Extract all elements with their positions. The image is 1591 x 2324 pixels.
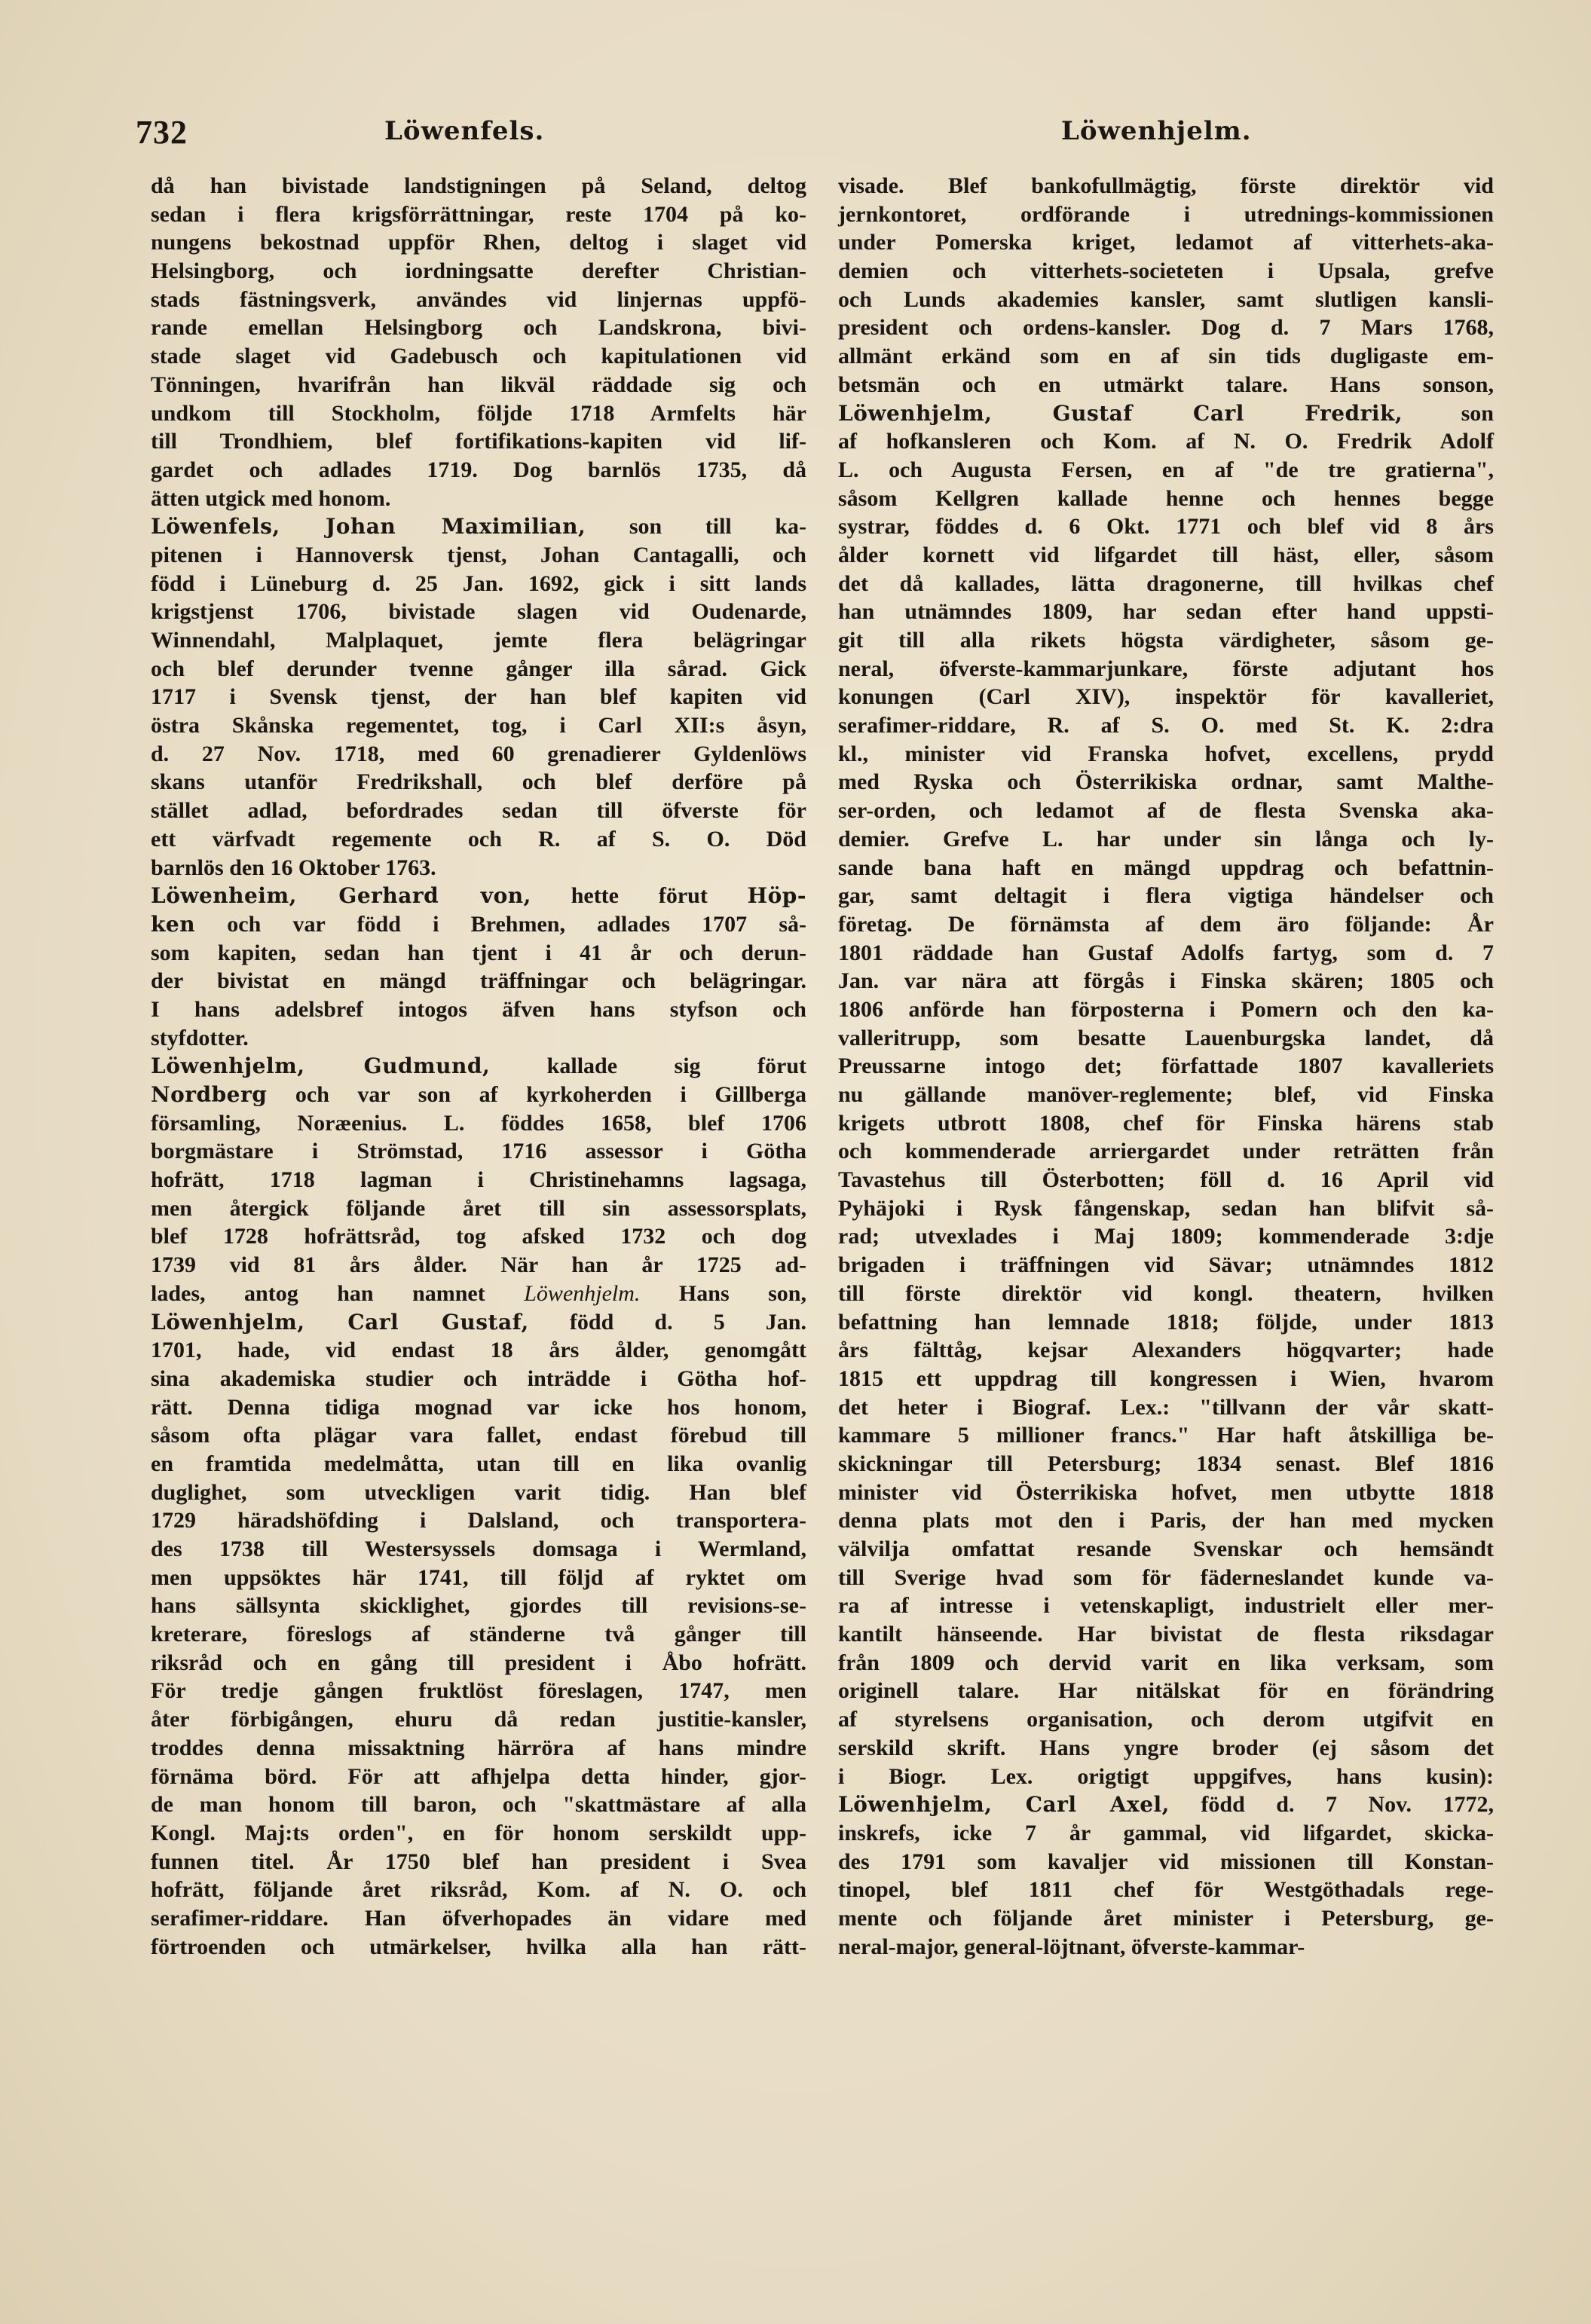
text-run: Tavastehus till Österbotten; föll d. 16 April vid: [838, 1167, 1494, 1193]
headword: Nordberg: [151, 1082, 268, 1107]
text-line: [151, 1876, 806, 1904]
text-run: pitenen i Hannoversk tjenst, Johan Cantagalli, och: [151, 542, 806, 567]
text-run: son: [1403, 400, 1494, 426]
text-line: [838, 1336, 1494, 1365]
italic-text: Löwenhjelm.: [524, 1280, 641, 1306]
text-line: [838, 1280, 1494, 1308]
text-line: [151, 1194, 806, 1223]
text-run: barnlös den 16 Oktober 1763.: [151, 855, 436, 880]
text-run: inskrefs, icke 7 år gammal, vid lifgardet, skicka-: [838, 1820, 1494, 1845]
text-run: serafimer-riddare, R. af S. O. med St. K. 2:dra: [838, 713, 1494, 738]
text-line: [838, 371, 1494, 399]
text-run: 1717 i Svensk tjenst, der han blef kapiten vid: [151, 684, 806, 710]
text-run: skickningar till Petersburg; 1834 senast. Blef 1816: [838, 1451, 1494, 1476]
text-run: betsmän och en utmärkt talare. Hans sonson,: [838, 372, 1494, 397]
text-run: denna plats mot den i Paris, der han med mycken: [838, 1508, 1494, 1534]
text-run: till förste direktör vid kongl. theatern, hvilken: [838, 1280, 1494, 1306]
text-line: [151, 570, 806, 598]
headword: Löwenhjelm, Gustaf Carl Fredrik,: [838, 400, 1403, 426]
text-run: Kongl. Maj:ts orden", en för honom serskildt upp-: [151, 1820, 806, 1845]
text-line: [151, 200, 806, 229]
text-line: [838, 1876, 1494, 1904]
text-run: ätten utgick med honom.: [151, 485, 391, 511]
text-run: välvilja omfattat resande Svenskar och hemsändt: [838, 1537, 1494, 1561]
text-run: stade slaget vid Gadebusch och kapitulationen vid: [151, 344, 806, 369]
text-line: [838, 1734, 1494, 1763]
text-line: [838, 1194, 1494, 1223]
text-run: demien och vitterhets-societeten i Upsala, grefve: [838, 258, 1494, 284]
text-run: det heter i Biograf. Lex.: "tillvann der vår skatt-: [838, 1394, 1494, 1420]
text-run: Hans son,: [640, 1280, 806, 1306]
text-run: allmänt erkänd som en af sin tids dugligaste em-: [838, 344, 1494, 369]
text-run: i Biogr. Lex. origtigt uppgifves, hans kusin):: [838, 1763, 1494, 1789]
text-line: [838, 1393, 1494, 1422]
text-run: från 1809 och dervid varit en lika verksam, som: [838, 1650, 1494, 1675]
text-line: [838, 740, 1494, 769]
text-run: riksråd och en gång till president i Åbo hofrätt.: [151, 1650, 806, 1675]
text-line: [151, 1024, 806, 1053]
text-line: [838, 598, 1494, 626]
text-line: [151, 939, 806, 968]
text-run: des 1738 till Westersyssels domsaga i Wermland,: [151, 1537, 806, 1561]
text-line: [151, 1819, 806, 1848]
text-line: [151, 1506, 806, 1535]
text-run: med Ryska och Österrikiska ordnar, samt Malthe-: [838, 769, 1494, 795]
text-run: systrar, föddes d. 6 Okt. 1771 och blef vid 8 års: [838, 514, 1494, 540]
text-line: [151, 626, 806, 655]
text-line: [151, 995, 806, 1024]
text-run: hette förut: [531, 883, 748, 909]
text-line: [151, 655, 806, 683]
text-run: sedan i flera krigsförrättningar, reste 1704 på ko-: [151, 201, 806, 227]
headword: Löwenfels, Johan Maximilian,: [151, 514, 586, 540]
text-line: [151, 456, 806, 485]
text-line: [151, 768, 806, 797]
text-run: då han bivistade landstigningen på Seland, deltog: [151, 173, 806, 198]
text-line: [151, 1705, 806, 1734]
text-run: mente och följande året minister i Petersburg, ge-: [838, 1905, 1494, 1931]
text-line: [151, 1535, 806, 1564]
text-line: [838, 1137, 1494, 1166]
text-line: [151, 541, 806, 570]
text-line: [838, 1819, 1494, 1848]
text-run: kammare 5 millioner francs." Har haft åtskilliga be-: [838, 1423, 1494, 1448]
text-line: [838, 1109, 1494, 1138]
text-line: [151, 1734, 806, 1763]
text-run: och kommenderade arriergardet under reträtten från: [838, 1139, 1494, 1164]
text-line: [838, 485, 1494, 513]
text-run: originell talare. Har nitälskat för en förändring: [838, 1678, 1494, 1704]
text-run: nungens bekostnad uppför Rhen, deltog i slaget vid: [151, 230, 806, 255]
text-run: 1801 räddade han Gustaf Adolfs fartyg, som d. 7: [838, 940, 1494, 965]
text-line: [151, 1649, 806, 1677]
text-run: hofrätt, följande året riksråd, Kom. af N. O. och: [151, 1877, 806, 1903]
text-line: [838, 797, 1494, 825]
right-text-column: [838, 172, 1494, 1961]
text-line: [151, 512, 806, 541]
left-running-head: Löwenfels.: [384, 116, 545, 146]
text-run: och Lunds akademies kansler, samt slutligen kansli-: [838, 286, 1494, 312]
text-run: Pyhäjoki i Rysk fångenskap, sedan han blifvit så-: [838, 1195, 1494, 1221]
headword: Löwenheim, Gerhard von,: [151, 883, 531, 909]
text-line: [838, 286, 1494, 314]
text-line: [151, 1137, 806, 1166]
text-run: Preussarne intogo det; författade 1807 kavalleriets: [838, 1053, 1494, 1079]
text-run: befattning han lemnade 1818; följde, under 1813: [838, 1309, 1494, 1335]
text-run: ra af intresse i vetenskapligt, industrielt eller mer-: [838, 1593, 1494, 1619]
text-line: [151, 172, 806, 200]
text-run: konungen (Carl XIV), inspektör för kavalleriet,: [838, 684, 1494, 710]
text-run: och var son af kyrkoherden i Gillberga: [267, 1082, 806, 1107]
text-line: [151, 1308, 806, 1337]
text-line: [151, 427, 806, 456]
text-run: jernkontoret, ordförande i utrednings-kommissionen: [838, 201, 1494, 227]
text-run: gar, samt deltagit i flera vigtiga händelser och: [838, 883, 1494, 909]
text-line: [838, 1024, 1494, 1053]
text-run: och blef derunder tvenne gånger illa sårad. Gick: [151, 656, 806, 681]
text-line: [151, 882, 806, 910]
text-line: [838, 1790, 1494, 1819]
left-text-column: [151, 172, 806, 1961]
text-run: född d. 5 Jan.: [528, 1309, 806, 1335]
text-line: [838, 1222, 1494, 1251]
text-run: ett värfvadt regemente och R. af S. O. Död: [151, 826, 806, 852]
text-run: der bivistat en mängd träffningar och belägringar.: [151, 968, 806, 994]
text-line: [838, 1421, 1494, 1450]
text-line: [838, 228, 1494, 257]
right-running-head: Löwenhjelm.: [1061, 116, 1252, 146]
text-line: [151, 1052, 806, 1081]
text-run: till Trondhiem, blef fortifikations-kapiten vid lif-: [151, 429, 806, 454]
text-run: men uppsöktes här 1741, till följd af ryktet om: [151, 1564, 806, 1590]
text-line: [838, 1677, 1494, 1705]
text-line: [838, 1705, 1494, 1734]
text-line: [151, 399, 806, 428]
text-run: född i Lüneburg d. 25 Jan. 1692, gick i sitt lands: [151, 570, 806, 596]
text-run: rätt. Denna tidiga mognad var icke hos honom,: [151, 1394, 806, 1420]
text-line: [151, 740, 806, 769]
text-line: [151, 1166, 806, 1194]
text-run: kantilt hänseende. Har bivistat de flesta riksdagar: [838, 1622, 1494, 1647]
text-line: [151, 1620, 806, 1649]
text-run: L. och Augusta Fersen, en af "de tre gratierna",: [838, 457, 1494, 482]
text-run: serskild skrift. Hans yngre broder (ej såsom det: [838, 1735, 1494, 1760]
text-run: gardet och adlades 1719. Dog barnlös 1735, då: [151, 457, 806, 482]
text-run: såsom ofta plägar vara fallet, endast förebud till: [151, 1423, 806, 1448]
text-run: rad; utvexlades i Maj 1809; kommenderade 3:dje: [838, 1224, 1494, 1249]
text-run: född d. 7 Nov. 1772,: [1169, 1792, 1494, 1818]
text-run: des 1791 som kavaljer vid missionen till Konstan-: [838, 1848, 1494, 1874]
text-run: 1815 ett uppdrag till kongressen i Wien, hvarom: [838, 1365, 1494, 1391]
text-line: [838, 1506, 1494, 1535]
text-run: års fälttåg, kejsar Alexanders högqvarter; hade: [838, 1338, 1494, 1363]
text-line: [151, 1222, 806, 1251]
text-line: [838, 541, 1494, 570]
text-run: det då kallades, lätta dragonerne, till hvilkas chef: [838, 570, 1494, 596]
text-line: [838, 655, 1494, 683]
text-line: [838, 427, 1494, 456]
text-run: lades, antog han namnet: [151, 1280, 525, 1306]
text-line: [838, 172, 1494, 200]
text-run: men återgick följande året till sin assessorsplats,: [151, 1195, 806, 1221]
text-run: skans utanför Fredrikshall, och blef derföre på: [151, 769, 806, 795]
running-header: [136, 113, 1492, 158]
text-line: [151, 854, 806, 882]
text-run: en framtida medelmåtta, utan till en lika ovanlig: [151, 1451, 806, 1476]
text-run: förnäma börd. För att afhjelpa detta hinder, gjor-: [151, 1763, 806, 1789]
text-line: [838, 1478, 1494, 1507]
text-run: kallade sig förut: [490, 1053, 806, 1079]
text-line: [151, 1450, 806, 1478]
text-line: [838, 1308, 1494, 1337]
text-run: son till ka-: [586, 514, 806, 540]
text-run: undkom till Stockholm, följde 1718 Armfelts här: [151, 400, 806, 426]
text-line: [151, 1393, 806, 1422]
text-line: [151, 313, 806, 342]
text-run: hofrätt, 1718 lagman i Christinehamns lagsaga,: [151, 1167, 806, 1193]
text-run: 1701, hade, vid endast 18 års ålder, genomgått: [151, 1338, 806, 1363]
text-run: git till alla rikets högsta värdigheter, såsom ge-: [838, 628, 1494, 653]
text-run: stads fästningsverk, användes vid linjernas uppfö-: [151, 286, 806, 312]
text-line: [151, 825, 806, 854]
text-line: [151, 1421, 806, 1450]
text-line: [838, 1166, 1494, 1194]
text-line: [151, 342, 806, 371]
text-run: I hans adelsbref intogos äfven hans styfson och: [151, 996, 806, 1022]
text-run: demier. Grefve L. har under sin långa och ly-: [838, 826, 1494, 852]
text-line: [151, 1251, 806, 1280]
text-line: [151, 1592, 806, 1620]
text-run: rande emellan Helsingborg och Landskrona, bivi-: [151, 315, 806, 341]
text-line: [151, 1790, 806, 1819]
text-run: krigstjenst 1706, bivistade slagen vid Oudenarde,: [151, 599, 806, 625]
text-run: af styrelsens organisation, och derom utgifvit en: [838, 1707, 1494, 1732]
text-line: [151, 371, 806, 399]
text-line: [151, 683, 806, 711]
text-line: [151, 967, 806, 995]
text-run: ser-orden, och ledamot af de flesta Svenska aka-: [838, 798, 1494, 824]
text-run: styfdotter.: [151, 1025, 249, 1050]
text-run: kreterare, föreslogs af ständerne två gånger till: [151, 1622, 806, 1647]
text-run: östra Skånska regementet, tog, i Carl XII:s åsyn,: [151, 713, 806, 738]
text-line: [838, 626, 1494, 655]
text-run: stället adlad, befordrades sedan till öfverste för: [151, 798, 806, 824]
text-line: [838, 200, 1494, 229]
text-line: [838, 1450, 1494, 1478]
text-line: [838, 995, 1494, 1024]
text-run: han utnämndes 1809, har sedan efter hand uppsti-: [838, 599, 1494, 625]
text-run: troddes denna missaktning härröra af hans mindre: [151, 1735, 806, 1760]
text-line: [151, 1109, 806, 1138]
text-run: Jan. var nära att förgås i Finska skären; 1805 och: [838, 968, 1494, 994]
text-line: [838, 1904, 1494, 1933]
page-number: 732: [136, 114, 188, 151]
text-line: [838, 257, 1494, 286]
text-run: Winnendahl, Malplaquet, jemte flera belägringar: [151, 628, 806, 653]
text-run: brigaden i träffningen vid Sävar; utnämndes 1812: [838, 1252, 1494, 1278]
text-line: [838, 313, 1494, 342]
text-line: [838, 1564, 1494, 1592]
text-line: [838, 570, 1494, 598]
text-line: [151, 1365, 806, 1393]
text-line: [151, 1081, 806, 1109]
text-run: sande bana haft en mängd uppdrag och befattnin-: [838, 855, 1494, 880]
text-run: åter förbigången, ehuru då redan justitie-kansler,: [151, 1707, 806, 1732]
text-run: neral, öfverste-kammarjunkare, förste adjutant hos: [838, 656, 1494, 681]
text-line: [151, 910, 806, 939]
text-line: [151, 711, 806, 740]
text-run: president och ordens-kansler. Dog d. 7 Mars 1768,: [838, 315, 1494, 341]
text-line: [151, 598, 806, 626]
text-run: funnen titel. År 1750 blef han president i Svea: [151, 1848, 806, 1874]
text-run: 1739 vid 81 års ålder. När han år 1725 ad-: [151, 1252, 806, 1278]
text-run: krigets utbrott 1808, chef för Finska härens stab: [838, 1110, 1494, 1136]
headword: Löwenhjelm, Carl Gustaf,: [151, 1309, 529, 1335]
text-run: blef 1728 hofrättsråd, tog afsked 1732 och dog: [151, 1224, 806, 1249]
text-run: Helsingborg, och iordningsatte derefter Christian-: [151, 258, 806, 284]
headword: Löwenhjelm, Gudmund,: [151, 1053, 491, 1079]
headword: Höp-: [747, 883, 806, 909]
text-run: som kapiten, sedan han tjent i 41 år och derun-: [151, 940, 806, 965]
headword: Löwenhjelm, Carl Axel,: [838, 1792, 1170, 1818]
text-run: ålder kornett vid lifgardet till häst, eller, såsom: [838, 542, 1494, 567]
text-run: till Sverige hvad som för fäderneslandet kunde va-: [838, 1564, 1494, 1590]
text-line: [838, 342, 1494, 371]
text-line: [838, 1620, 1494, 1649]
text-line: [838, 825, 1494, 854]
text-line: [151, 1564, 806, 1592]
text-run: Tönningen, hvarifrån han likväl räddade sig och: [151, 372, 806, 397]
text-line: [151, 1336, 806, 1365]
text-line: [151, 228, 806, 257]
text-run: församling, Noræenius. L. föddes 1658, blef 1706: [151, 1110, 806, 1136]
text-line: [151, 1478, 806, 1507]
text-line: [838, 1848, 1494, 1876]
text-line: [151, 257, 806, 286]
text-run: under Pomerska kriget, ledamot af vitterhets-aka-: [838, 230, 1494, 255]
text-line: [838, 1081, 1494, 1109]
text-line: [838, 1535, 1494, 1564]
text-run: minister vid Österrikiska hofvet, men utbytte 1818: [838, 1479, 1494, 1505]
text-line: [838, 512, 1494, 541]
text-line: [151, 1904, 806, 1933]
text-run: hans sällsynta skicklighet, gjordes till revisions-se-: [151, 1593, 806, 1619]
text-line: [838, 1763, 1494, 1791]
text-line: [151, 1933, 806, 1962]
text-run: kl., minister vid Franska hofvet, excellens, prydd: [838, 741, 1494, 766]
text-line: [151, 1280, 806, 1308]
text-line: [838, 910, 1494, 939]
text-run: d. 27 Nov. 1718, med 60 grenadierer Gyldenlöws: [151, 741, 806, 766]
text-run: 1806 anförde han förposterna i Pomern och den ka-: [838, 996, 1494, 1022]
text-run: företag. De förnämsta af dem äro följande: År: [838, 911, 1494, 937]
text-line: [151, 1763, 806, 1791]
text-line: [151, 1677, 806, 1705]
text-line: [838, 1649, 1494, 1677]
text-run: af hofkansleren och Kom. af N. O. Fredrik Adolf: [838, 429, 1494, 454]
text-line: [838, 456, 1494, 485]
text-run: visade. Blef bankofullmägtig, förste direktör vid: [838, 173, 1494, 198]
text-run: 1729 häradshöfding i Dalsland, och transportera-: [151, 1508, 806, 1534]
text-line: [838, 1251, 1494, 1280]
text-line: [838, 1052, 1494, 1081]
text-line: [838, 711, 1494, 740]
text-run: tinopel, blef 1811 chef för Westgöthadals rege-: [838, 1877, 1494, 1903]
text-run: de man honom till baron, och "skattmästare af alla: [151, 1792, 806, 1818]
text-line: [151, 286, 806, 314]
text-run: duglighet, som utveckligen varit tidig. Han blef: [151, 1479, 806, 1505]
headword: ken: [151, 911, 196, 937]
text-line: [838, 768, 1494, 797]
text-line: [838, 683, 1494, 711]
text-line: [838, 882, 1494, 910]
text-run: serafimer-riddare. Han öfverhopades än vidare med: [151, 1905, 806, 1931]
text-run: borgmästare i Strömstad, 1716 assessor i Götha: [151, 1139, 806, 1164]
text-run: och var född i Brehmen, adlades 1707 så-: [195, 911, 806, 937]
text-line: [151, 797, 806, 825]
text-run: sina akademiska studier och inträdde i Götha hof-: [151, 1365, 806, 1391]
text-run: För tredje gången fruktlöst föreslagen, 1747, men: [151, 1678, 806, 1704]
text-line: [838, 1365, 1494, 1393]
text-line: [838, 1933, 1494, 1962]
text-run: neral-major, general-löjtnant, öfverste-kammar-: [838, 1934, 1305, 1959]
text-line: [838, 939, 1494, 968]
text-run: såsom Kellgren kallade henne och hennes begge: [838, 485, 1494, 511]
text-line: [151, 1848, 806, 1876]
text-line: [838, 854, 1494, 882]
text-run: förtroenden och utmärkelser, hvilka alla han rätt-: [151, 1934, 806, 1959]
text-run: valleritrupp, som besatte Lauenburgska landet, då: [838, 1025, 1494, 1050]
text-line: [151, 485, 806, 513]
text-run: nu gällande manöver-reglemente; blef, vid Finska: [838, 1082, 1494, 1107]
text-line: [838, 399, 1494, 428]
text-line: [838, 967, 1494, 995]
text-line: [838, 1592, 1494, 1620]
